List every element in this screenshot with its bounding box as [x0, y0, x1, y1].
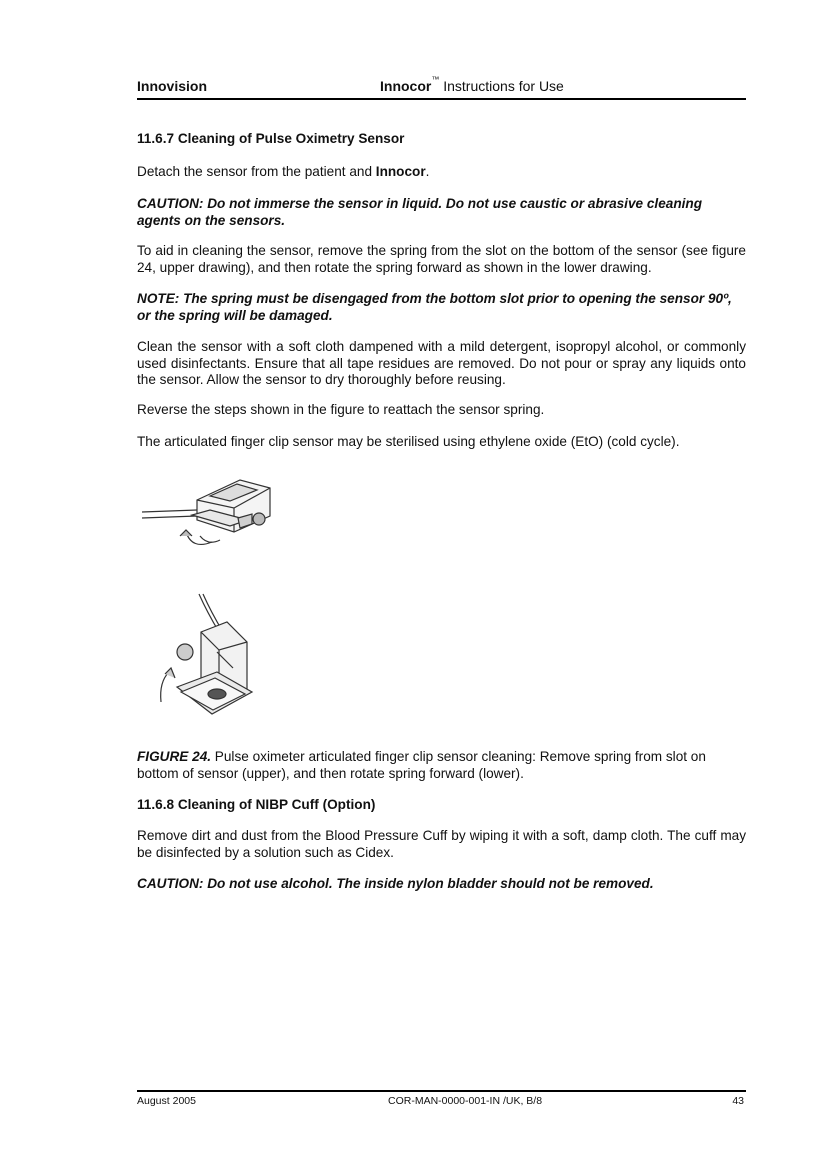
figure-lower-sensor-drawing: [157, 592, 267, 732]
sterilise-paragraph: The articulated finger clip sensor may be sterilised using ethylene oxide (EtO) (cold cycle).: [137, 434, 680, 449]
figure-label: FIGURE 24.: [137, 749, 212, 764]
header-title: [380, 75, 564, 94]
note-spring: NOTE: The spring must be disengaged from the bottom slot prior to opening the sensor 90º, or the spring will be damaged.: [137, 291, 732, 323]
header-tm: ™: [431, 75, 440, 84]
caution-immerse: CAUTION: Do not immerse the sensor in liquid. Do not use caustic or abrasive cleaning agents on the sensors.: [137, 196, 703, 228]
aid-paragraph: To aid in cleaning the sensor, remove the spring from the slot on the bottom of the sensor (see figure 24, upper drawing), and then rotate the spring forward as shown in the lower drawing.: [137, 243, 746, 275]
caution-alcohol: CAUTION: Do not use alcohol. The inside nylon bladder should not be removed.: [137, 876, 654, 891]
footer-doc-id: COR-MAN-0000-001-IN /UK, B/8: [388, 1095, 543, 1107]
footer-page-number: 43: [732, 1095, 744, 1107]
reverse-paragraph: Reverse the steps shown in the figure to reattach the sensor spring.: [137, 402, 545, 417]
figure-caption-text: Pulse oximeter articulated finger clip sensor cleaning: Remove spring from slot on bottom of sensor (upper), and then rotate spring forward (lower).: [137, 749, 706, 781]
nibp-paragraph: Remove dirt and dust from the Blood Pressure Cuff by wiping it with a soft, damp cloth. The cuff may be disinfected by a solution such as Cidex.: [137, 828, 746, 860]
header-company: Innovision: [137, 78, 207, 94]
footer-date: August 2005: [137, 1095, 196, 1107]
section-heading-nibp-cuff: 11.6.8 Cleaning of NIBP Cuff (Option): [137, 797, 376, 812]
section-heading-pulse-oximetry: 11.6.7 Cleaning of Pulse Oximetry Sensor: [137, 131, 405, 146]
header-suffix: Instructions for Use: [443, 78, 564, 94]
clean-paragraph: Clean the sensor with a soft cloth dampened with a mild detergent, isopropyl alcohol, or commonly used disinfectants. Ensure that all tape residues are removed. Do not pour or spray any liquids onto the sensor. Allow the sensor to dry thoroughly before reusing.: [137, 339, 746, 387]
detach-paragraph: [137, 164, 746, 181]
detach-text: Detach the sensor from the patient and: [137, 164, 376, 179]
detach-end: .: [425, 164, 430, 179]
figure-caption: [137, 749, 746, 782]
page-footer: [137, 1090, 746, 1112]
detach-bold: Innocor: [375, 164, 426, 179]
page-header: [137, 75, 746, 100]
document-page: [137, 0, 746, 1164]
figure-upper-sensor-drawing: [142, 470, 277, 555]
header-product: Innocor: [380, 78, 432, 94]
